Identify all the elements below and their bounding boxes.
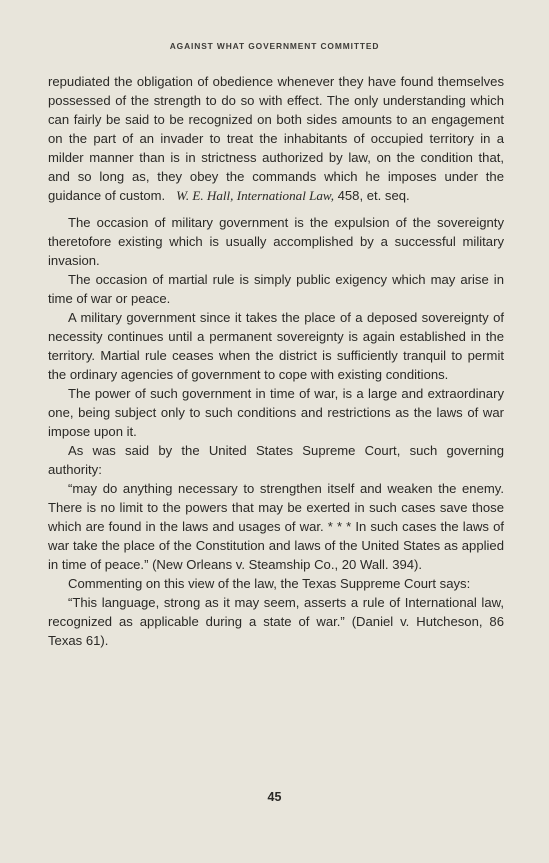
citation-author: W. E. Hall, International Law, xyxy=(176,188,334,203)
page-number: 45 xyxy=(267,790,282,804)
paragraph-1-text: repudiated the obligation of obedience whenever they have found themselves possessed of the strength to do so with effect. The only understanding which can fairly be said to be recognized on both sides amounts to an engagement on the part of an invader to treat the inhabitants of occupied territory in a milder manner than is in strictness authorized by law, on the condition that, and so long as, they obey the commands which he imposes under the guidance of custom. xyxy=(48,74,504,203)
page-body xyxy=(48,72,504,650)
paragraph-1 xyxy=(48,72,504,205)
running-head: AGAINST WHAT GOVERNMENT COMMITTED xyxy=(169,41,380,51)
paragraph-7-quote: “may do anything necessary to strengthen itself and weaken the enemy. There is no limit to the powers that may be exerted in such cases save those which are found in the laws and usages of war. * * * In such cases the laws of war take the place of the Constitution and laws of the United States as applied in time of peace.” (New Orleans v. Steamship Co., 20 Wall. 394). xyxy=(48,481,504,572)
paragraph-8: Commenting on this view of the law, the Texas Suppreme Court says: xyxy=(68,576,471,591)
paragraph-6: As was said by the United States Supreme Court, such governing authority: xyxy=(48,443,504,477)
paragraph-5: The power of such government in time of war, is a large and extraordinary one, being subject only to such conditions and restrictions as the laws of war impose upon it. xyxy=(48,386,504,439)
paragraph-3: The occasion of martial rule is simply public exigency which may arise in time of war or peace. xyxy=(48,272,504,306)
paragraph-4: A military government since it takes the place of a deposed sovereignty of necessity continues until a permanent sovereignty is again established in the territory. Martial rule ceases when the district is sufficiently tranquil to permit the ordinary agencies of government to cope with existing conditions. xyxy=(48,310,504,382)
paragraph-2: The occasion of military government is the expulsion of the sovereignty theretofore existing which is usually accomplished by a successful military invasion. xyxy=(48,215,504,268)
paragraph-9-quote: “This language, strong as it may seem, asserts a rule of International law, recognized as applicable during a state of war.” (Daniel v. Hutcheson, 86 Texas 61). xyxy=(48,595,504,648)
citation-ref: 458, et. seq. xyxy=(337,188,410,203)
